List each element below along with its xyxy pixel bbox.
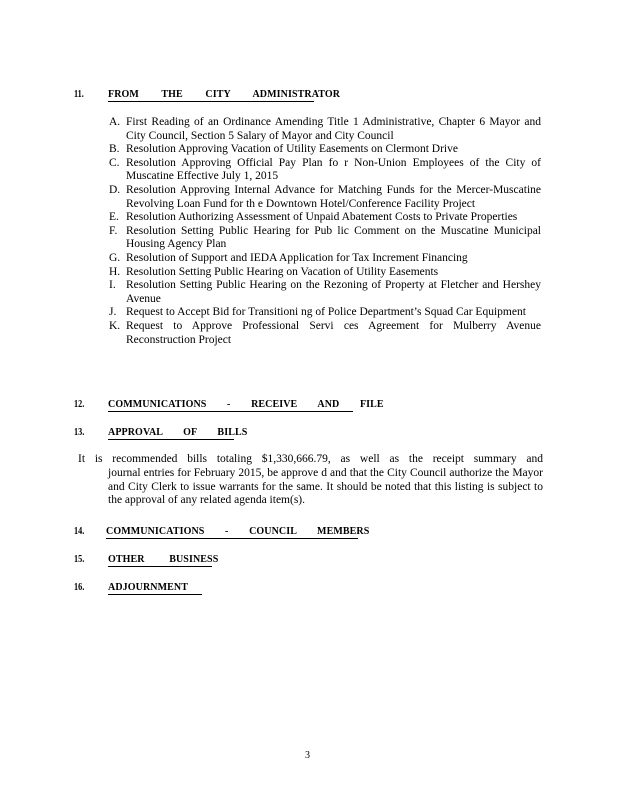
page-number: 3: [305, 750, 310, 761]
section-number: 14.: [74, 526, 85, 537]
item-letter: F.: [109, 224, 118, 237]
list-item: [109, 279, 541, 306]
item-text: Resolution Authorizing Assessment of Unpaid Abatement Costs to Private Properties: [126, 211, 518, 224]
item-text: Resolution of Support and IEDA Application for Tax Increment Financing: [126, 251, 468, 264]
item-letter: H.: [109, 265, 121, 278]
item-letter: J.: [109, 306, 117, 319]
list-item: [109, 266, 541, 280]
section-heading: COMMUNICATIONS - COUNCIL MEMBERS: [106, 526, 370, 537]
section-heading: OTHER BUSINESS: [108, 554, 219, 565]
list-item: [109, 225, 541, 252]
item-text: Resolution Setting Public Hearing for Pub lic Comment on the Muscatine Municipal Housing Agency Plan: [126, 224, 541, 251]
item-text: Resolution Approving Internal Advance for Matching Funds for the Mercer-Muscatine Revolving Loan Fund for th e Downtown Hotel/Conference Facility Project: [126, 183, 541, 210]
section-number: 16.: [74, 582, 85, 593]
bills-paragraph-rest: journal entries for February 2015, be approve d and that the City Council authorize the Mayor and City Clerk to issue warrants for the same. It should be noted that this listing is subject to the approval of any related agenda item(s).: [108, 466, 543, 507]
list-item: [109, 252, 541, 266]
section-heading: ADJOURNMENT: [108, 582, 202, 595]
section-number: 15.: [74, 554, 85, 565]
item-letter: I.: [109, 279, 116, 292]
item-text: Request to Approve Professional Servi ces Agreement for Mulberry Avenue Reconstruction Project: [126, 319, 541, 346]
item-letter: B.: [109, 143, 120, 156]
item-text: Request to Accept Bid for Transitioni ng of Police Department’s Squad Car Equipment: [126, 306, 526, 319]
admin-items-list: [109, 116, 541, 347]
list-item: [109, 184, 541, 211]
item-letter: A.: [109, 116, 121, 128]
list-item: [109, 306, 541, 320]
item-text: Resolution Approving Vacation of Utility Easements on Clermont Drive: [126, 143, 458, 156]
item-text: Resolution Setting Public Hearing on the Rezoning of Property at Fletcher and Hershey Avenue: [126, 279, 541, 305]
section-number: 12.: [74, 399, 85, 410]
item-letter: G.: [109, 251, 121, 264]
section-number: 13.: [74, 427, 85, 438]
list-item: [109, 157, 541, 184]
bills-paragraph: [78, 453, 543, 508]
list-item: [109, 320, 541, 347]
section-heading: APPROVAL OF BILLS: [108, 427, 248, 438]
item-text: Resolution Approving Official Pay Plan fo r Non-Union Employees of the City of Muscatine Effective July 1, 2015: [126, 156, 541, 183]
item-letter: K.: [109, 319, 121, 332]
section-heading: FROM THE CITY ADMINISTRATOR: [108, 89, 341, 100]
list-item: [109, 116, 541, 143]
section-number: 11.: [74, 89, 84, 100]
item-text: Resolution Setting Public Hearing on Vacation of Utility Easements: [126, 265, 439, 278]
list-item: [109, 143, 541, 157]
bills-paragraph-first-line: It is recommended bills totaling $1,330,666.79, as well as the receipt summary and: [78, 453, 543, 465]
section-heading: COMMUNICATIONS - RECEIVE AND FILE: [108, 399, 384, 410]
item-text: First Reading of an Ordinance Amending Title 1 Administrative, Chapter 6 Mayor and City Council, Section 5 Salary of Mayor and City Council: [126, 116, 541, 142]
item-letter: E.: [109, 211, 119, 224]
item-letter: D.: [109, 183, 121, 196]
item-letter: C.: [109, 156, 120, 169]
list-item: [109, 211, 541, 225]
